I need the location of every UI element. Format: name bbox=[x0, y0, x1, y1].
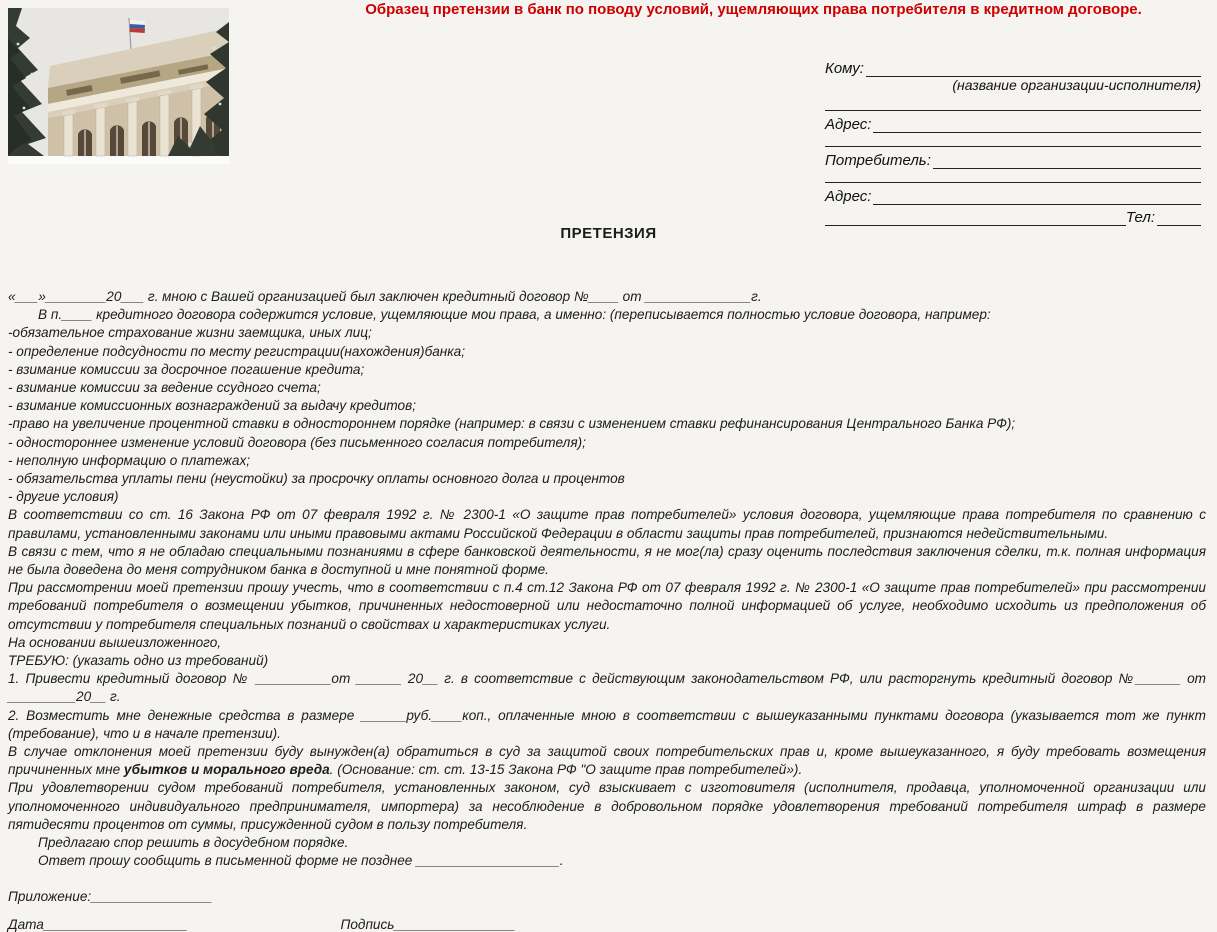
date-signature-row bbox=[8, 917, 1209, 932]
to-blank-line bbox=[866, 55, 1201, 77]
body-paragraph: -право на увеличение процентной ставки в одностороннем порядке (например: в связи с изменением ставки рефинансирования Центрального Банка РФ); bbox=[8, 416, 1016, 432]
body-paragraph: - обязательства уплаты пени (неустойки) за просрочку оплаты основного долга и процентов bbox=[8, 471, 625, 487]
body-paragraph: 1. Привести кредитный договор № __________от ______ 20__ г. в соответствие с действующим законодательством РФ, или расторгнуть кредитный договор №______ от _________20__ г. bbox=[8, 671, 1206, 705]
field-consumer bbox=[825, 148, 1201, 169]
body-paragraph: - одностороннее изменение условий договора (без письменного согласия потребителя); bbox=[8, 434, 586, 450]
body-paragraph: Предлагаю спор решить в досудебном порядке. bbox=[38, 835, 349, 851]
body-paragraph: Ответ прошу сообщить в письменной форме не позднее ___________________. bbox=[38, 853, 564, 869]
body-paragraph: - взимание комиссионных вознаграждений за выдачу кредитов; bbox=[8, 398, 416, 414]
page-title: Образец претензии в банк по поводу условий, ущемляющих права потребителя в кредитном договоре. bbox=[365, 1, 1142, 18]
attachment-line: Приложение:________________ bbox=[8, 888, 213, 904]
field-to bbox=[825, 56, 1201, 77]
bank-building-photo bbox=[8, 8, 229, 164]
blank-line bbox=[825, 133, 1201, 147]
field-phone bbox=[825, 205, 1201, 226]
field-address bbox=[825, 112, 1201, 133]
date-line: Дата___________________ bbox=[8, 916, 188, 932]
body-paragraph: - определение подсудности по месту регистрации(нахождения)банка; bbox=[8, 343, 466, 359]
address2-label: Адрес: bbox=[825, 188, 872, 205]
address-blank-line bbox=[873, 111, 1201, 133]
document-body bbox=[8, 288, 1206, 871]
body-paragraph: В связи с тем, что я не обладаю специальными познаниями в сфере банковской деятельности, я не мог(ла) сразу оценить последствия заключения сделки, т.к. полная информация не была доведена до меня сотрудником банка в доступной и мне понятной форме. bbox=[8, 543, 1206, 578]
blank-line bbox=[825, 97, 1201, 111]
body-paragraph: ТРЕБУЮ: (указать одно из требований) bbox=[8, 653, 269, 669]
phone-blank-line bbox=[1157, 204, 1201, 226]
body-paragraph: - неполную информацию о платежах; bbox=[8, 452, 251, 468]
to-caption: (название организации-исполнителя) bbox=[952, 77, 1201, 93]
body-paragraph: 2. Возместить мне денежные средства в размере ______руб.____коп., оплаченные мною в соответствии с вышеуказанными пунктами договора (указывается тот же пункт (требование), что и в начале претензии). bbox=[8, 707, 1206, 741]
address2-blank-line bbox=[873, 183, 1201, 205]
consumer-blank-line bbox=[933, 147, 1201, 169]
body-paragraph: - взимание комиссии за досрочное погашение кредита; bbox=[8, 361, 365, 377]
body-paragraph: В случае отклонения моей претензии буду вынужден(а) обратиться в суд за защитой своих потребительских прав и, кроме вышеуказанного, я буду требовать возмещения причиненных мне убытков и морального вреда. (Основание: ст. ст. 13-15 Закона РФ "О защите прав потребителей»). bbox=[8, 744, 1206, 778]
blank-line bbox=[825, 169, 1201, 183]
document-heading: ПРЕТЕНЗИЯ bbox=[560, 225, 657, 242]
body-paragraph: «___»________20___ г. мною с Вашей организацией был заключен кредитный договор №____ от ______________г. bbox=[8, 289, 762, 304]
recipient-block bbox=[825, 56, 1201, 226]
signature-line: Подпись________________ bbox=[340, 916, 516, 932]
document-header bbox=[0, 0, 1217, 226]
body-paragraph: В п.____ кредитного договора содержится условие, ущемляющие мои права, а именно: (переписывается полностью условие договора, например: bbox=[38, 307, 991, 323]
address-label: Адрес: bbox=[825, 116, 872, 133]
body-paragraph: При удовлетворении судом требований потребителя, установленных законом, суд взыскивает с изготовителя (исполнителя, продавца, уполномоченной организации или уполномоченного индивидуального предпринимателя, импортера) за несоблюдение в добровольном порядке удовлетворения требований потребителя штраф в размере пятидесяти процентов от суммы, присужденной судом в пользу потребителя. bbox=[8, 780, 1206, 832]
body-paragraph: - другие условия) bbox=[8, 489, 119, 505]
field-address-2 bbox=[825, 184, 1201, 205]
to-label: Кому: bbox=[825, 60, 864, 77]
body-paragraph: При рассмотрении моей претензии прошу учесть, что в соответствии с п.4 ст.12 Закона РФ от 07 февраля 1992 г. № 2300-1 «О защите прав потребителей» при рассмотрении требований потребителя о возмещении убытков, причиненных недостоверной или недостаточно полной информацией об услуге, необходимо исходить из предположения об отсутствии у потребителя специальных познаний о свойствах и характеристиках услуги. bbox=[8, 580, 1206, 632]
body-paragraph: - взимание комиссии за ведение ссудного счета; bbox=[8, 380, 321, 396]
consumer-label: Потребитель: bbox=[825, 152, 931, 169]
blank-line bbox=[825, 204, 1126, 226]
body-paragraph: -обязательное страхование жизни заемщика, иных лиц; bbox=[8, 325, 372, 341]
document-footer bbox=[8, 889, 1209, 932]
body-paragraph: На основании вышеизложенного, bbox=[8, 634, 222, 650]
body-paragraph: В соответствии со ст. 16 Закона РФ от 07 февраля 1992 г. № 2300-1 «О защите прав потребителей» условия договора, ущемляющие права потребителя по сравнению с правилами, установленными законами или иными правовыми актами Российской Федерации в области защиты прав потребителей, признаются недействительными. bbox=[8, 507, 1206, 541]
phone-label: Тел: bbox=[1125, 209, 1155, 226]
